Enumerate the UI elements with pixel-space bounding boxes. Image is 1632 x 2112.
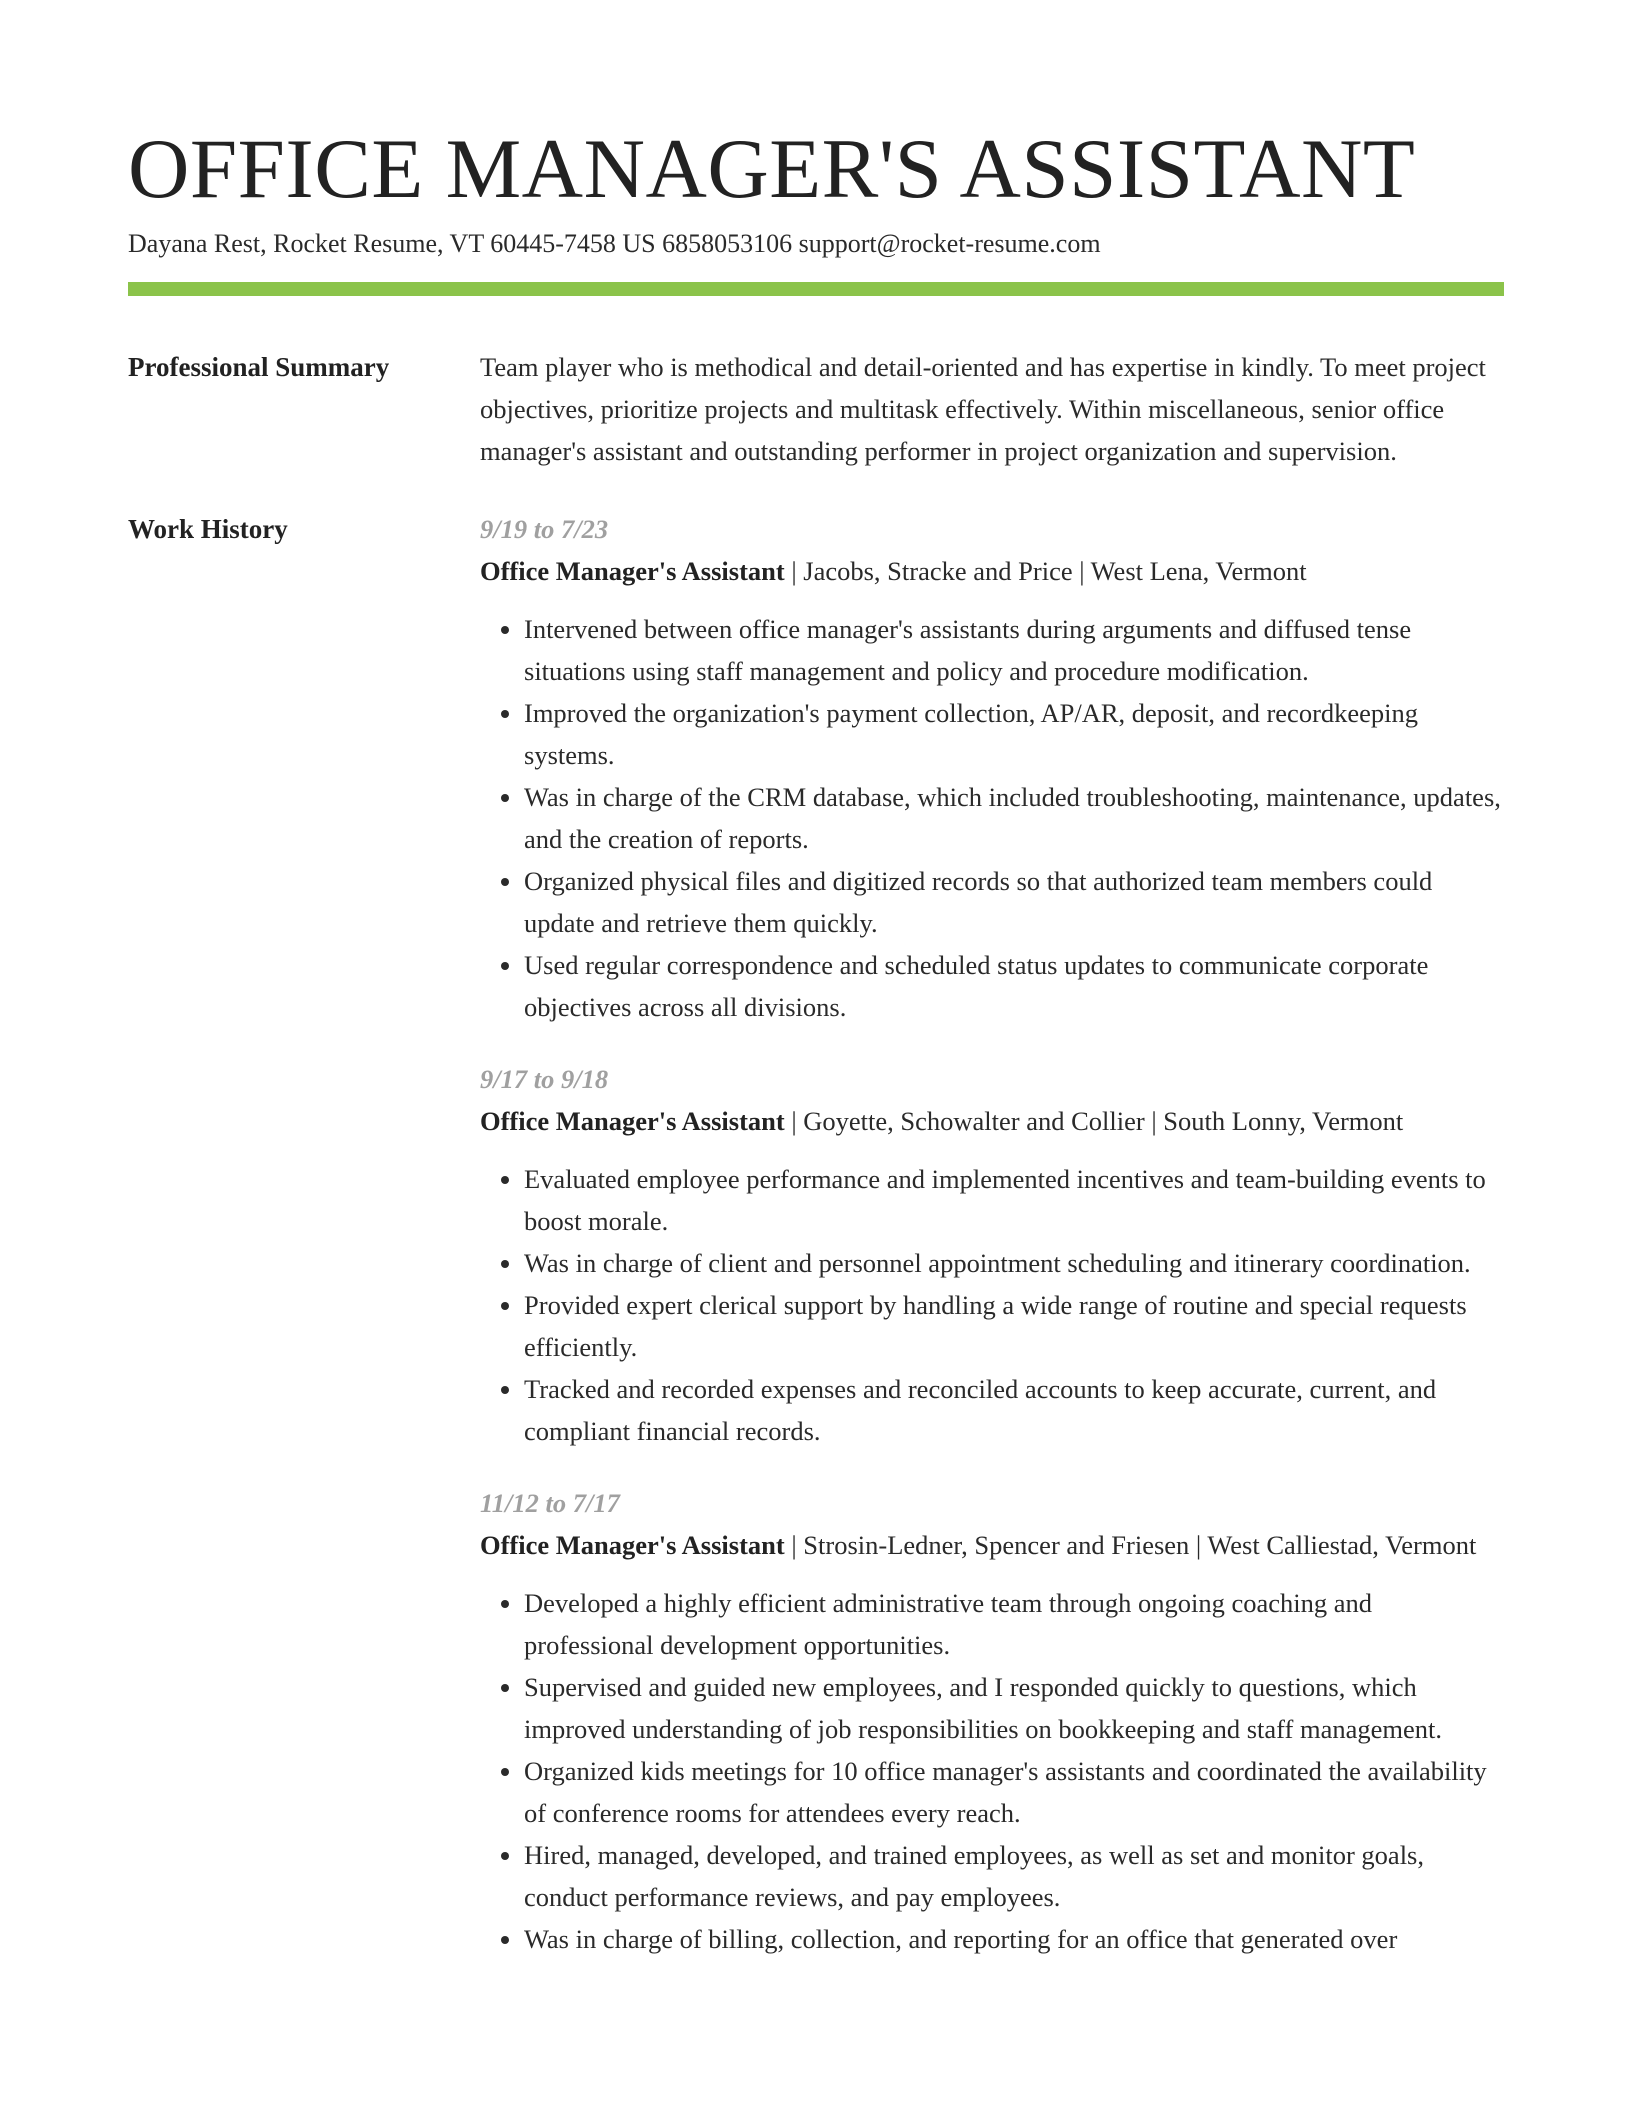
summary-text: Team player who is methodical and detail-oriented and has expertise in kindly. To meet project objectives, prioritize projects and multitask effectively. Within miscellaneous, senior office manager's assistant and outstanding performer in project organization and supervision.	[480, 352, 1486, 467]
job-bullet: • Improved the organization's payment collection, AP/AR, deposit, and recordkeeping systems.	[524, 692, 1504, 776]
job-entry	[480, 1058, 1504, 1452]
job-title-line	[480, 1100, 1504, 1142]
job-entry	[480, 508, 1504, 1028]
job-dates: 9/19 to 7/23	[480, 514, 609, 545]
job-bullet: • Provided expert clerical support by handling a wide range of routine and special requests efficiently.	[524, 1284, 1504, 1368]
header-divider	[128, 282, 1504, 296]
job-dates: 11/12 to 7/17	[480, 1488, 620, 1519]
job-dates: 9/17 to 9/18	[480, 1064, 609, 1095]
summary-body	[480, 346, 1504, 472]
job-bullet: • Intervened between office manager's assistants during arguments and diffused tense situations using staff management and policy and procedure modification.	[524, 608, 1504, 692]
job-title-line	[480, 1524, 1504, 1566]
job-bullet: • Organized kids meetings for 10 office manager's assistants and coordinated the availability of conference rooms for attendees every reach.	[524, 1750, 1504, 1834]
job-bullet: • Tracked and recorded expenses and reconciled accounts to keep accurate, current, and compliant financial records.	[524, 1368, 1504, 1452]
job-title-line	[480, 550, 1504, 592]
job-bullet-list	[480, 1158, 1504, 1452]
work-history-heading: Work History	[128, 514, 288, 545]
job-details: | Strosin-Ledner, Spencer and Friesen | West Calliestad, Vermont	[784, 1530, 1477, 1561]
job-bullet: • Organized physical files and digitized records so that authorized team members could update and retrieve them quickly.	[524, 860, 1504, 944]
job-bullet: • Used regular correspondence and scheduled status updates to communicate corporate objectives across all divisions.	[524, 944, 1504, 1028]
job-bullet: • Hired, managed, developed, and trained employees, as well as set and monitor goals, conduct performance reviews, and pay employees.	[524, 1834, 1504, 1918]
job-bullet: • Developed a highly efficient administrative team through ongoing coaching and professional development opportunities.	[524, 1582, 1504, 1666]
job-bullet-list	[480, 608, 1504, 1028]
job-bullet-list	[480, 1582, 1504, 1960]
work-history-section	[128, 508, 1504, 1990]
job-details: | Jacobs, Stracke and Price | West Lena, Vermont	[784, 556, 1307, 587]
job-title: Office Manager's Assistant	[480, 556, 785, 587]
contact-info: Dayana Rest, Rocket Resume, VT 60445-7458 US 6858053106 support@rocket-resume.com	[128, 229, 1101, 258]
job-title: Office Manager's Assistant	[480, 1530, 785, 1561]
job-bullet: • Was in charge of client and personnel appointment scheduling and itinerary coordination.	[524, 1242, 1504, 1284]
job-details: | Goyette, Schowalter and Collier | South Lonny, Vermont	[784, 1106, 1404, 1137]
job-title: Office Manager's Assistant	[480, 1106, 785, 1137]
resume-title: OFFICE MANAGER'S ASSISTANT	[128, 122, 1416, 216]
job-bullet: • Supervised and guided new employees, and I responded quickly to questions, which improved understanding of job responsibilities on bookkeeping and staff management.	[524, 1666, 1504, 1750]
job-bullet: • Evaluated employee performance and implemented incentives and team-building events to boost morale.	[524, 1158, 1504, 1242]
job-bullet: • Was in charge of billing, collection, and reporting for an office that generated over	[524, 1918, 1504, 1960]
resume-page	[128, 0, 1504, 1990]
job-entry	[480, 1482, 1504, 1960]
work-history-body	[480, 508, 1504, 1990]
summary-section	[128, 346, 1504, 472]
summary-heading: Professional Summary	[128, 352, 390, 383]
job-bullet: • Was in charge of the CRM database, which included troubleshooting, maintenance, updates, and the creation of reports.	[524, 776, 1504, 860]
